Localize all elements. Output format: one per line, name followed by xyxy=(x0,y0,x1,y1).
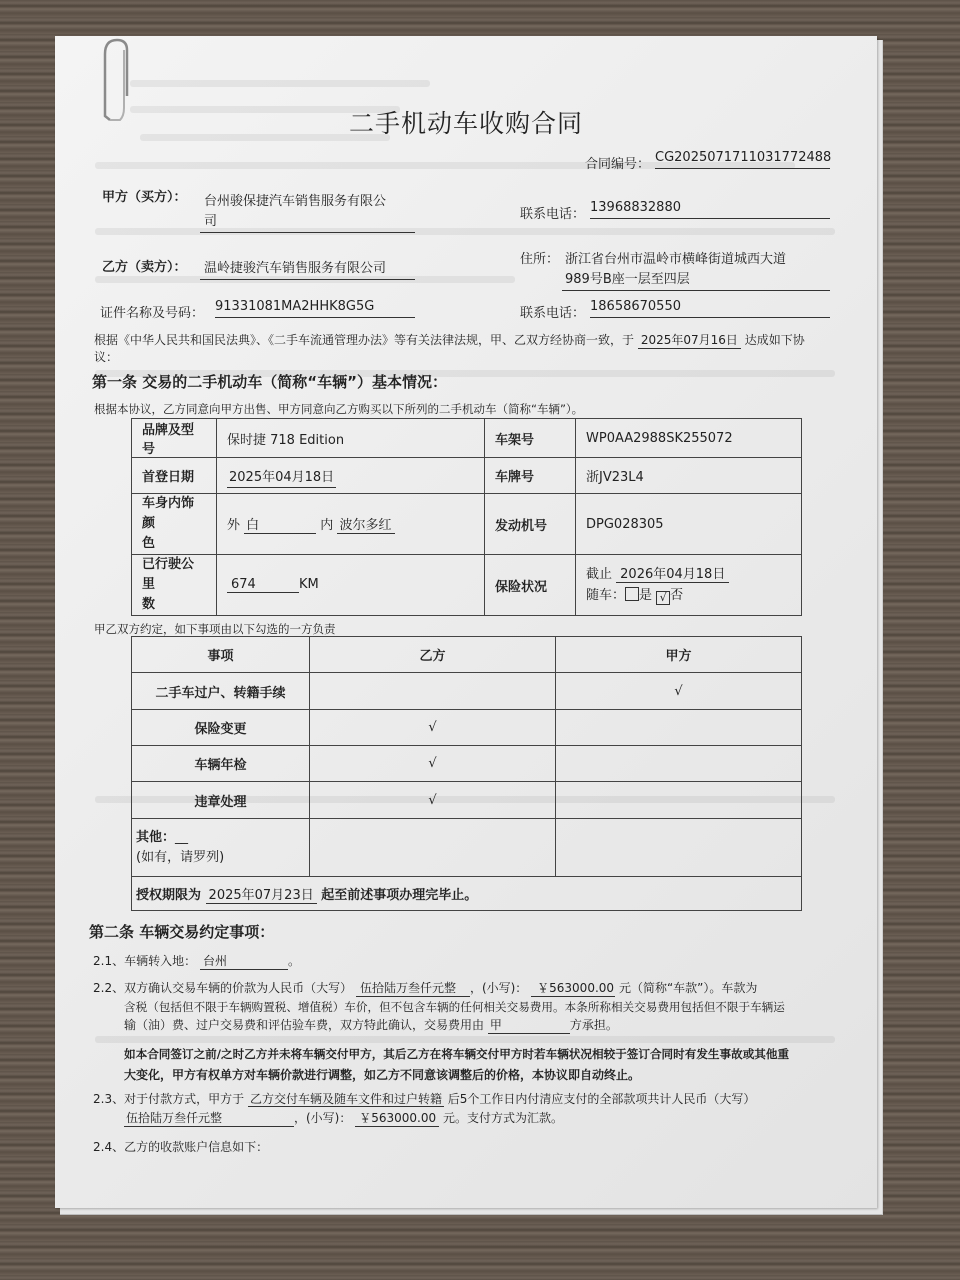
bold-para-line2: 大变化，甲方有权单方对车辆价款进行调整，如乙方不同意该调整后的价格，本协议即自动终止。 xyxy=(124,1068,641,1082)
resp-party-a-check: √ xyxy=(556,673,802,710)
payment-uppercase: 伍拾陆万叁仟元整 xyxy=(124,1109,294,1127)
agreement-date: 2025年07月16日 xyxy=(638,331,741,349)
exterior-label: 外 xyxy=(227,518,241,533)
color-label-line2: 色 xyxy=(142,536,156,551)
other-note: (如有，请罗列) xyxy=(136,849,225,865)
mileage-label-line1: 已行驶公里 xyxy=(142,557,195,592)
resp-item: 保险变更 xyxy=(132,710,310,746)
clause-2-2-text1: 双方确认交易车辆的价款为人民币（大写） xyxy=(124,981,353,995)
clause-2-3-text4: 元。支付方式为汇款。 xyxy=(443,1111,564,1125)
destination-city: 台州 xyxy=(200,952,288,970)
header-party-b: 乙方 xyxy=(310,637,556,673)
party-b-id-label: 证件名称及号码： xyxy=(100,306,205,321)
resp-row-other xyxy=(132,819,802,877)
clause-2-2-line1 xyxy=(93,979,757,997)
preamble-wrap: 议： xyxy=(94,350,119,364)
reg-date-value: 2025年04月18日 xyxy=(227,470,336,488)
vehicle-row-registration xyxy=(132,458,802,494)
insurance-no-label: 否 xyxy=(670,588,684,603)
engine-value: DPG028305 xyxy=(576,494,802,555)
fee-payer: 甲 xyxy=(488,1016,570,1034)
header-item: 事项 xyxy=(132,637,310,673)
insurance-yes-checkbox[interactable] xyxy=(625,587,639,601)
responsibility-table xyxy=(131,636,802,911)
price-uppercase: 伍拾陆万叁仟元整 xyxy=(356,979,470,997)
clause-2-3-text2: 后5个工作日内付清应支付的全部款项共计人民币（大写） xyxy=(447,1092,756,1106)
resp-row xyxy=(132,746,802,782)
clause-2-2-line2: 含税（包括但不限于车辆购置税、增值税）车价，但不包含车辆的任何相关交易费用。本条所称相关交易费用包括但不限于车辆运 xyxy=(124,1000,785,1014)
party-b-phone-label: 联系电话： xyxy=(520,306,586,321)
interior-color: 波尔多红 xyxy=(337,514,395,534)
clause-2-1 xyxy=(93,952,300,970)
party-a-label: 甲方（买方）： xyxy=(102,190,187,205)
clause-2-1-end: 。 xyxy=(287,954,300,968)
resp-party-b-check xyxy=(310,673,556,710)
vehicle-row-color xyxy=(132,494,802,555)
auth-before: 授权期限为 xyxy=(136,888,202,903)
clause-2-2-num: 2.2、 xyxy=(93,981,125,995)
clause-2-4-num: 2.4、 xyxy=(93,1140,125,1154)
auth-after: 起至前述事项办理完毕止。 xyxy=(321,888,478,903)
auth-date: 2025年07月23日 xyxy=(206,888,317,904)
color-label xyxy=(132,494,217,555)
party-b-address-line1: 浙江省台州市温岭市横峰街道城西大道 xyxy=(565,252,787,267)
party-a-name-line1: 台州骏保捷汽车销售服务有限公 xyxy=(204,194,387,209)
insurance-yes-label: 是 xyxy=(639,588,653,603)
bold-para-line1: 如本合同签订之前/之时乙方并未将车辆交付甲方，其后乙方在将车辆交付甲方时若车辆状况相较于签订合同时有发生事故或其他重 xyxy=(124,1047,790,1061)
other-party-b xyxy=(310,819,556,877)
color-label-line1: 车身内饰颜 xyxy=(142,496,195,531)
other-cell xyxy=(132,819,310,877)
party-b-phone: 18658670550 xyxy=(590,299,830,318)
interior-label: 内 xyxy=(320,518,334,533)
plate-value: 浙JV23L4 xyxy=(576,458,802,494)
mileage-label-line2: 数 xyxy=(142,597,156,612)
other-party-a xyxy=(556,819,802,877)
insurance-until-label: 截止 xyxy=(586,567,613,582)
party-b-name: 温岭捷骏汽车销售服务有限公司 xyxy=(200,257,415,280)
show-through-text xyxy=(95,1036,835,1043)
vehicle-row-brand xyxy=(132,419,802,458)
clause-2-4 xyxy=(93,1138,268,1155)
exterior-color: 白 xyxy=(244,514,316,534)
auth-row xyxy=(132,877,802,911)
party-a-name-line2: 司 xyxy=(200,210,415,233)
clause-2-4-text: 乙方的收款账户信息如下： xyxy=(124,1140,269,1154)
resp-row xyxy=(132,782,802,819)
article2-heading: 第二条 车辆交易约定事项： xyxy=(89,923,275,941)
reg-date-label: 首登日期 xyxy=(132,458,217,494)
resp-row xyxy=(132,673,802,710)
brand-label: 品牌及型号 xyxy=(132,419,217,458)
party-a-phone-label: 联系电话： xyxy=(520,207,586,222)
preamble-before: 根据《中华人民共和国民法典》、《二手车流通管理办法》等有关法律法规，甲、乙双方经协商一致，于 xyxy=(94,333,635,347)
resp-header-row xyxy=(132,637,802,673)
engine-label: 发动机号 xyxy=(485,494,576,555)
paperclip-icon xyxy=(100,36,130,122)
other-label: 其他： xyxy=(136,829,176,845)
vehicle-info-table xyxy=(131,418,802,616)
resp-party-a-check xyxy=(556,746,802,782)
vin-label: 车架号 xyxy=(485,419,576,458)
resp-item: 二手车过户、转籍手续 xyxy=(132,673,310,710)
party-b-address-line2: 989号B座一层至四层 xyxy=(562,268,830,291)
payment-condition: 乙方交付车辆及随车文件和过户转籍 xyxy=(249,1092,442,1106)
clause-2-3-line2 xyxy=(124,1109,563,1127)
mileage-label xyxy=(132,555,217,616)
resp-party-b-check: √ xyxy=(310,746,556,782)
mileage-unit: KM xyxy=(299,577,319,592)
resp-party-b-check: √ xyxy=(310,782,556,819)
resp-party-b-check: √ xyxy=(310,710,556,746)
clause-2-3-line1 xyxy=(93,1090,755,1107)
other-blank: __ xyxy=(175,829,189,845)
preamble-text xyxy=(94,331,805,349)
responsibility-intro: 甲乙双方约定，如下事项由以下勾选的一方负责 xyxy=(94,622,336,636)
contract-no-value: CG2025071711031772488 xyxy=(655,150,830,169)
resp-party-a-check xyxy=(556,782,802,819)
resp-row xyxy=(132,710,802,746)
auth-cell xyxy=(132,877,802,911)
vehicle-row-mileage xyxy=(132,555,802,616)
party-b-id-value: 91331081MA2HHK8G5G xyxy=(215,299,415,318)
clause-2-3-text1: 对于付款方式，甲方于 xyxy=(124,1092,245,1106)
resp-item: 车辆年检 xyxy=(132,746,310,782)
brand-value: 保时捷 718 Edition xyxy=(217,419,485,458)
clause-2-3-num: 2.3、 xyxy=(93,1092,125,1106)
price-lowercase: ￥563000.00 xyxy=(531,979,615,997)
insurance-label: 保险状况 xyxy=(485,555,576,616)
article1-heading: 第一条 交易的二手机动车（简称“车辆”）基本情况： xyxy=(92,373,447,391)
contract-no-label: 合同编号： xyxy=(585,157,651,172)
clause-2-2-line3 xyxy=(124,1016,618,1034)
clause-2-3-text3: ，(小写)： xyxy=(294,1111,352,1125)
payment-lowercase: ￥563000.00 xyxy=(355,1109,439,1127)
show-through-text xyxy=(130,80,430,87)
insurance-until-date: 2026年04月18日 xyxy=(616,567,729,583)
vin-value: WP0AA2988SK255072 xyxy=(576,419,802,458)
preamble-after: 达成如下协 xyxy=(744,333,805,347)
party-b-address-label: 住所： xyxy=(520,252,560,267)
resp-item: 违章处理 xyxy=(132,782,310,819)
header-party-a: 甲方 xyxy=(556,637,802,673)
insurance-no-checkbox[interactable]: √ xyxy=(656,591,670,605)
clause-2-2-text3: 元（简称“车款”）。车款为 xyxy=(618,981,758,995)
resp-party-a-check xyxy=(556,710,802,746)
clause-2-1-label: 车辆转入地： xyxy=(124,954,197,968)
plate-label: 车牌号 xyxy=(485,458,576,494)
clause-2-2-line3-after: 方承担。 xyxy=(569,1018,618,1032)
clause-2-2-text2: ，(小写)： xyxy=(469,981,528,995)
party-a-phone: 13968832880 xyxy=(590,200,830,219)
party-b-label: 乙方（卖方）： xyxy=(102,260,187,275)
clause-2-2-line3-before: 输（油）费、过户交易费和评估验车费，双方特此确认，交易费用由 xyxy=(124,1018,485,1032)
clause-2-1-num: 2.1、 xyxy=(93,954,125,968)
mileage-value: 674 xyxy=(227,577,299,593)
with-car-label: 随车： xyxy=(586,588,626,603)
article1-intro: 根据本协议，乙方同意向甲方出售、甲方同意向乙方购买以下所列的二手机动车（简称“车辆”）。 xyxy=(94,402,584,416)
contract-title: 二手机动车收购合同 xyxy=(349,109,584,138)
